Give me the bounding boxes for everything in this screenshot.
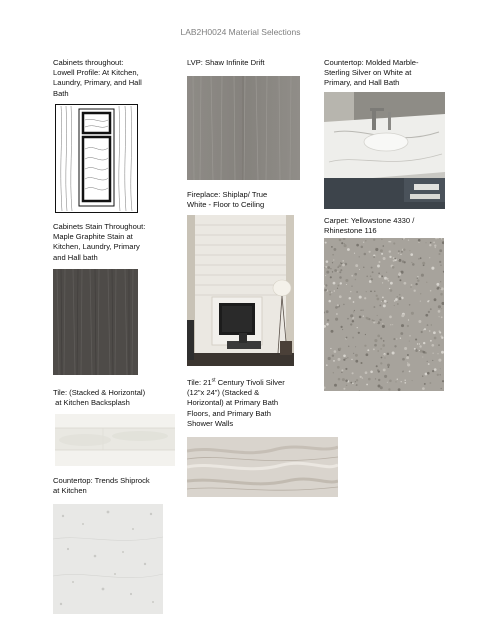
graphite-stain-swatch — [53, 269, 138, 375]
carpet-swatch — [324, 238, 444, 391]
cabinet-door-drawing — [55, 104, 138, 213]
caption-line: Tile: (Stacked & Horizontal) — [53, 388, 146, 397]
caption-text: Tile: 21 — [187, 378, 212, 387]
caption-line: Shower Walls — [187, 418, 234, 428]
caption-tile-tivoli — [187, 378, 285, 429]
caption-line: Cabinets throughout: — [53, 58, 124, 67]
caption-line: Floors, and Primary Bath — [187, 408, 271, 418]
fireplace-photo — [187, 215, 294, 366]
caption-line: White - Floor to Ceiling — [187, 200, 265, 210]
caption-fireplace — [187, 190, 267, 210]
caption-line: Bath — [53, 88, 69, 98]
caption-line: (12”x 24”) (Stacked & — [187, 388, 260, 398]
caption-line: Kitchen, Laundry, Primary — [53, 242, 140, 252]
page-title: LAB2H0024 Material Selections — [180, 27, 301, 37]
caption-countertop-trends — [53, 476, 150, 496]
caption-line-1 — [187, 378, 285, 388]
caption-line: Maple Graphite Stain at — [53, 232, 133, 242]
caption-text: Century Tivoli Silver — [215, 378, 285, 387]
caption-line: Sterling Silver on White at — [324, 68, 412, 78]
caption-lvp — [187, 58, 265, 68]
caption-line: Countertop: Molded Marble- — [324, 58, 419, 67]
vanity-countertop-photo — [324, 92, 445, 209]
caption-line: Laundry, Primary, and Hall — [53, 78, 142, 88]
caption-line: Fireplace: Shiplap/ True — [187, 190, 268, 199]
backsplash-tile-swatch — [55, 414, 175, 466]
caption-line: at Kitchen — [53, 486, 87, 496]
caption-line: Cabinets Stain Throughout: — [53, 222, 146, 231]
caption-tile-backsplash — [53, 388, 145, 408]
lvp-swatch — [187, 76, 300, 180]
caption-cabinet-stain — [53, 222, 145, 263]
caption-line: Lowell Profile: At Kitchen, — [53, 68, 139, 78]
caption-line: and Hall bath — [53, 252, 98, 262]
shiprock-countertop-swatch — [53, 504, 163, 614]
caption-countertop-marble — [324, 58, 419, 89]
caption-superscript: st — [211, 377, 216, 384]
caption-line: Rhinestone 116 — [324, 226, 377, 236]
caption-line: Carpet: Yellowstone 4330 / — [324, 216, 415, 225]
tivoli-tile-swatch — [187, 437, 338, 497]
caption-line: at Kitchen Backsplash — [53, 398, 130, 408]
caption-carpet — [324, 216, 414, 236]
caption-cabinets — [53, 58, 142, 99]
caption-line: Primary, and Hall Bath — [324, 78, 400, 88]
caption-line: LVP: Shaw Infinite Drift — [187, 58, 265, 67]
caption-line: Horizontal) at Primary Bath — [187, 398, 279, 408]
caption-line: Countertop: Trends Shiprock — [53, 476, 150, 485]
